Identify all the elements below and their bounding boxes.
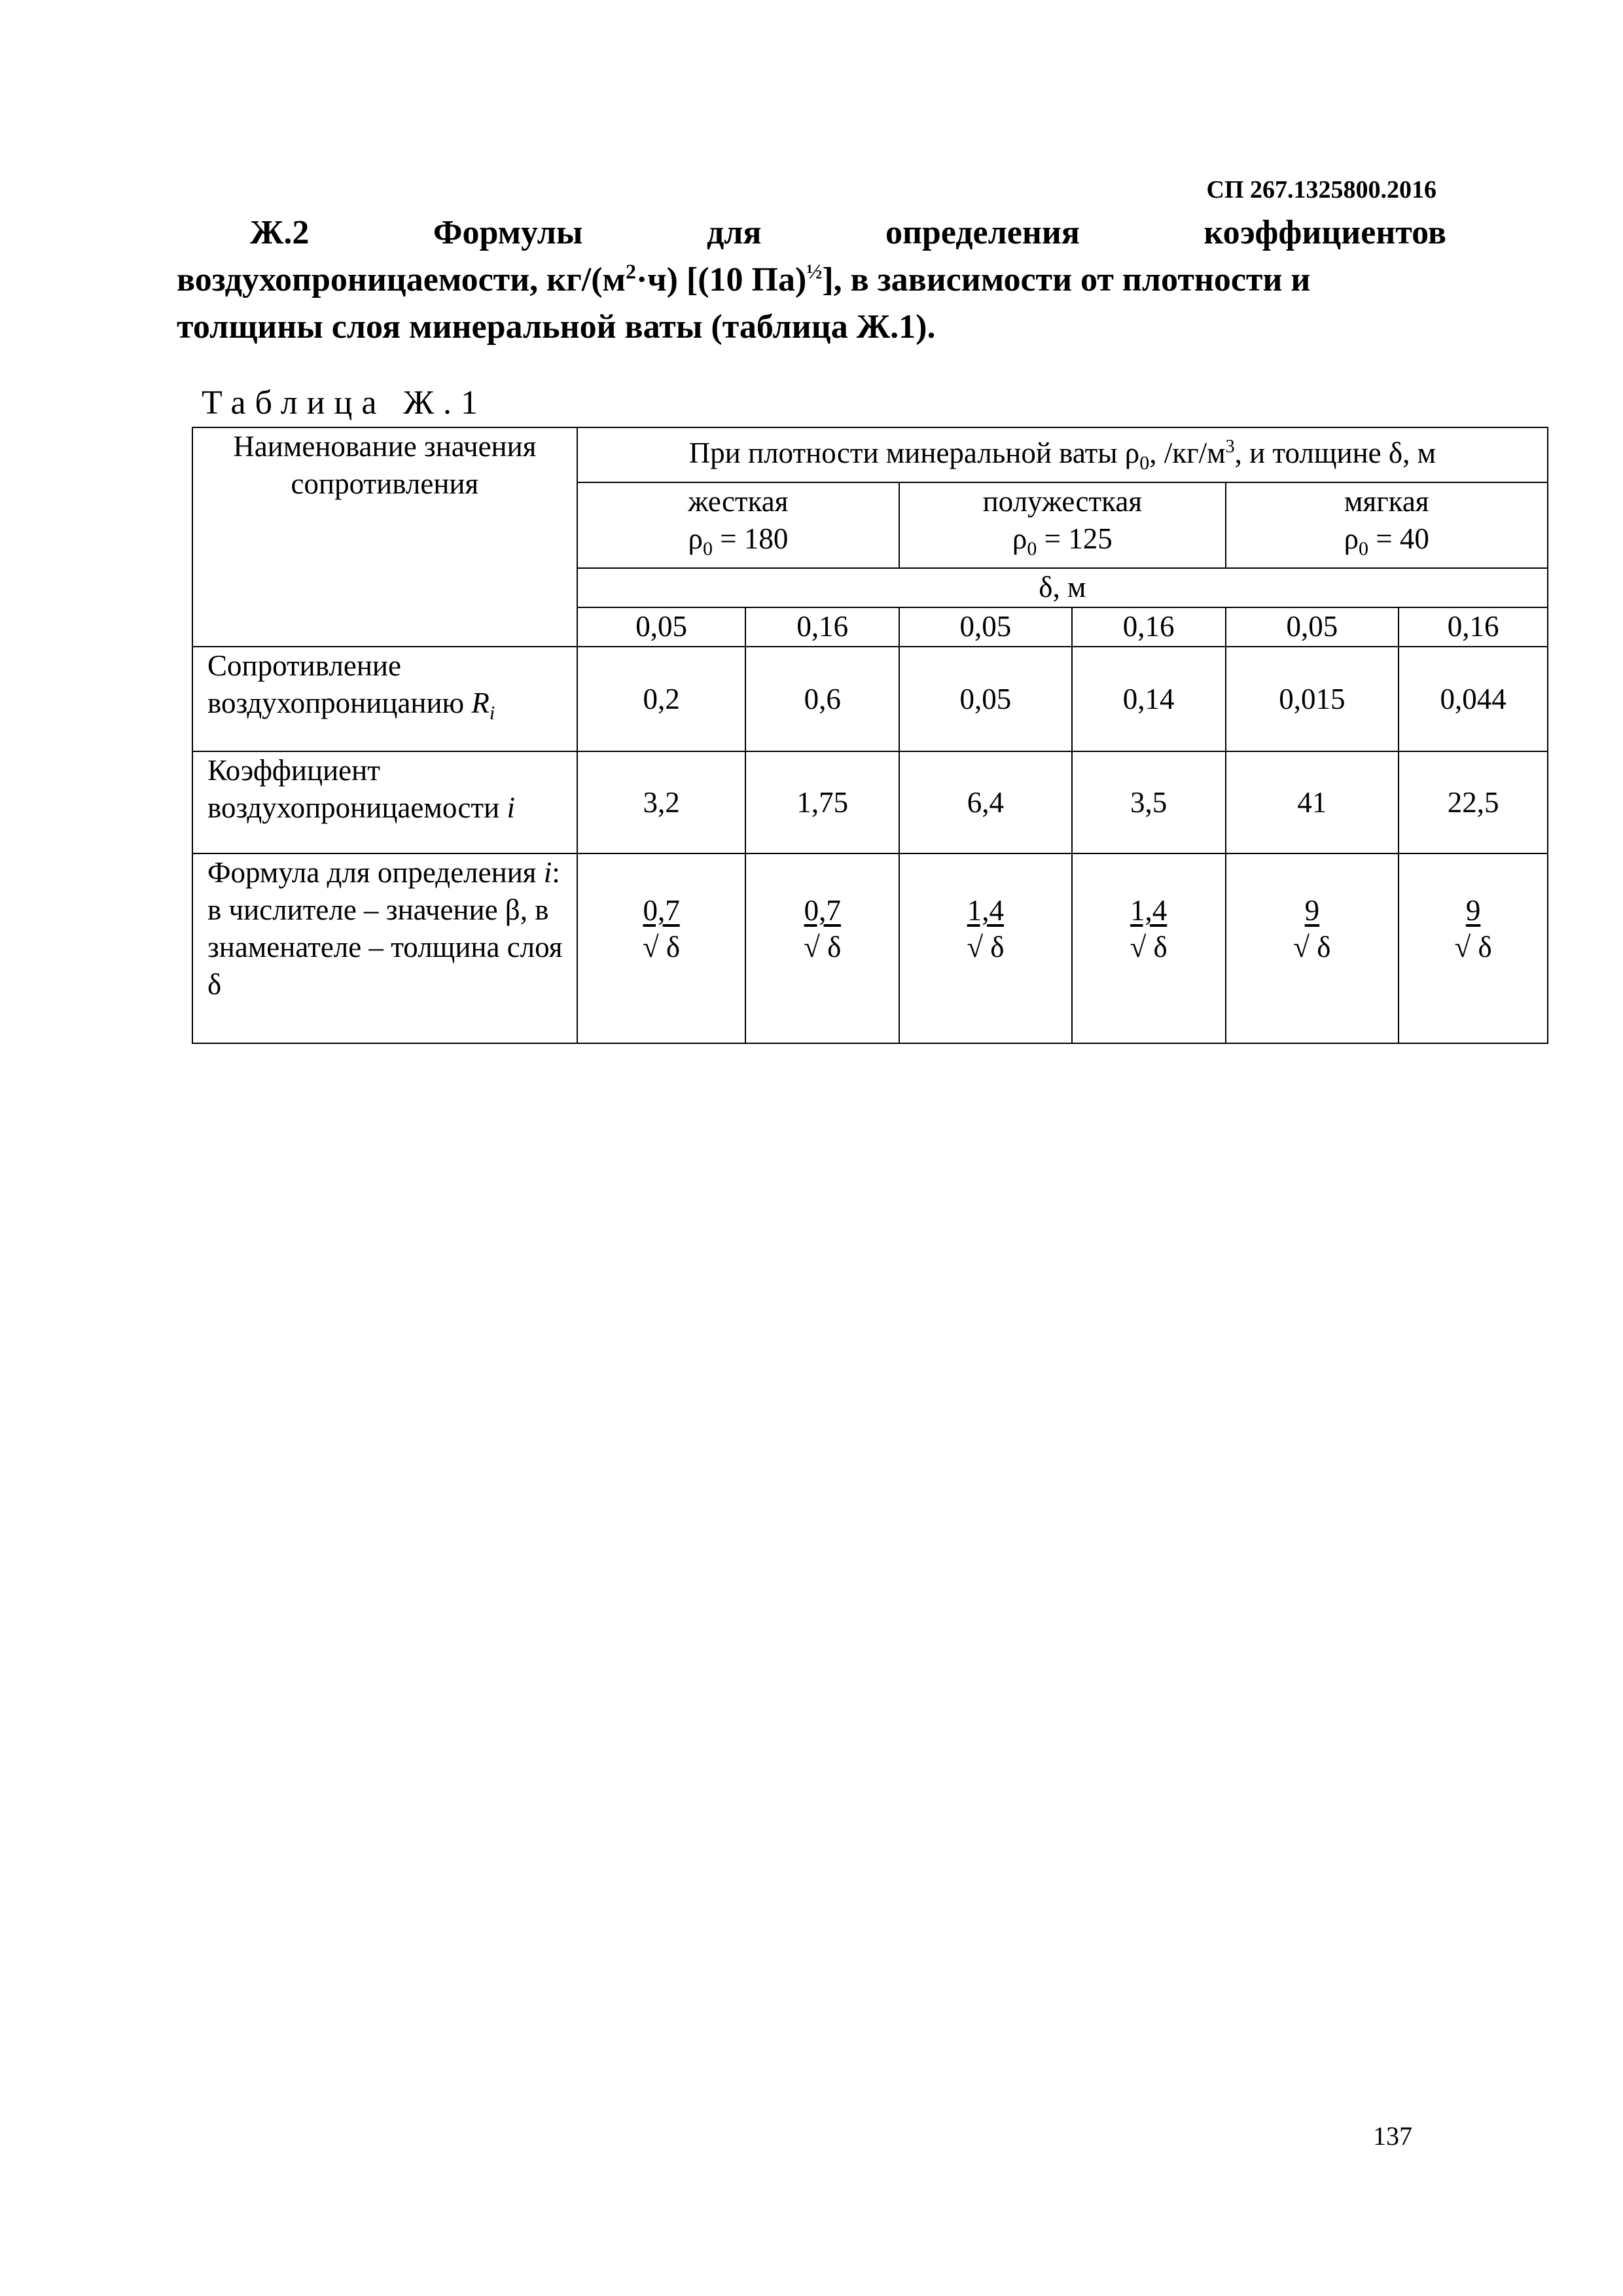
value-cell: 1,75 [745,751,899,853]
corner-label-cell [192,427,577,647]
formula-cell [1399,853,1548,1043]
table-row [192,647,1548,751]
value-cell: 0,6 [745,647,899,751]
formula-cell [1226,853,1399,1043]
thickness-cell: 0,16 [745,607,899,647]
table-row [192,751,1548,853]
thickness-cell: 0,16 [1072,607,1226,647]
value-cell: 3,2 [577,751,746,853]
delta-label-cell: δ, м [577,568,1548,607]
page-number: 137 [1373,2121,1412,2151]
thickness-cell: 0,16 [1399,607,1548,647]
formula-fraction: $\frac{9}{√ \delta}$ [1293,894,1331,963]
value-cell: 0,015 [1226,647,1399,751]
value-cell: 3,5 [1072,751,1226,853]
row-label: Формула для определения i: в числителе – значение β, в знаменателе – толщина слоя δ [192,853,577,1043]
value-cell: 22,5 [1399,751,1548,853]
heading-word: Формулы [433,214,583,251]
heading-word: определения [885,214,1080,251]
group-header-cell: При плотности минеральной ваты $\rho_0$, $/кг/м^3$, и толщине δ, м [577,427,1548,482]
thickness-cell: 0,05 [899,607,1072,647]
heading-line-2: воздухопроницаемости, $кг/(м^2\cdot ч)$ [(10 Па)$^{\frac{1}{2}}$], в зависимости от плотности и [177,259,1311,298]
wool-type-cell: полужесткая $\rho_0 = 125$ [899,482,1225,568]
thickness-cell: 0,05 [1226,607,1399,647]
formula-fraction: $\frac{1,4}{√ \delta}$ [967,894,1005,963]
row-label: Сопротивление воздухопроницанию $R_i$ [192,647,577,751]
thickness-cell: 0,05 [577,607,746,647]
table-caption: Таблица Ж.1 [202,384,487,422]
formula-cell [577,853,746,1043]
value-cell: 0,044 [1399,647,1548,751]
heading-line-1 [177,209,1446,257]
row-label: Коэффициент воздухопроницаемости i [192,751,577,853]
formula-fraction: $\frac{1,4}{√ \delta}$ [1130,894,1168,963]
value-cell: 0,2 [577,647,746,751]
heading-line-3: толщины слоя минеральной ваты (таблица Ж.1). [177,308,936,346]
value-cell: 0,14 [1072,647,1226,751]
heading-number: Ж.2 [250,214,310,251]
formula-fraction: $\frac{0,7}{√ \delta}$ [804,894,842,963]
formula-fraction: $\frac{0,7}{√ \delta}$ [642,894,681,963]
heading-word: для [706,214,762,251]
value-cell: 0,05 [899,647,1072,751]
value-cell: 41 [1226,751,1399,853]
document-code: СП 267.1325800.2016 [1206,176,1436,204]
data-table [192,427,1548,1044]
wool-type-cell: жесткая $\rho_0 = 180$ [577,482,899,568]
section-heading [177,209,1446,351]
table-header-row [192,427,1548,482]
formula-cell [745,853,899,1043]
formula-cell [1072,853,1226,1043]
formula-cell [899,853,1072,1043]
formula-row [192,853,1548,1043]
wool-type-cell: мягкая $\rho_0 = 40$ [1226,482,1548,568]
corner-label: Наименование значения сопротивления [233,430,537,500]
heading-word: коэффициентов [1204,214,1446,251]
value-cell: 6,4 [899,751,1072,853]
formula-fraction: $\frac{9}{√ \delta}$ [1454,894,1492,963]
